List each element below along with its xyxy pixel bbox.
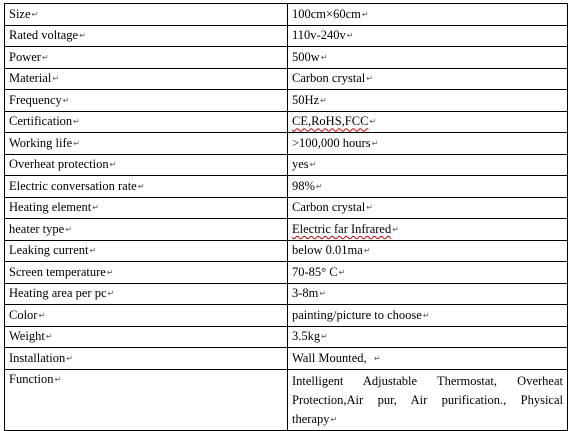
spec-label-cell: [5, 348, 288, 370]
paragraph-mark-icon: ↵: [346, 31, 354, 41]
paragraph-mark-icon: ↵: [320, 52, 328, 62]
table-row: [5, 133, 568, 155]
spec-label-cell: [5, 369, 288, 430]
spec-label-cell: [5, 219, 288, 241]
table-row: [5, 25, 568, 47]
paragraph-mark-icon: ↵: [361, 9, 369, 19]
paragraph-mark-icon: ↵: [73, 117, 80, 127]
paragraph-mark-icon: ↵: [92, 203, 99, 213]
spec-value: >100,000 hours: [292, 135, 371, 150]
spec-value: 98%: [292, 178, 315, 193]
spec-label: Certification: [9, 114, 73, 129]
table-row: [5, 283, 568, 305]
table-row: [5, 348, 568, 370]
paragraph-mark-icon: ↵: [366, 203, 373, 213]
spec-value-cell: [288, 305, 568, 327]
spec-value-cell: [288, 326, 568, 348]
paragraph-mark-icon: ↵: [137, 181, 145, 191]
spec-label-cell: [5, 262, 288, 284]
spec-label-cell: [5, 68, 288, 90]
spec-label-cell: [5, 25, 288, 47]
spec-label: Weight: [9, 329, 45, 344]
spec-value-cell: [288, 348, 568, 370]
table-row: [5, 369, 568, 430]
spec-label-cell: [5, 90, 288, 112]
spec-label: Rated voltage: [9, 28, 79, 43]
spec-label: Overheat protection: [9, 157, 109, 172]
spec-value: Intelligent Adjustable Thermostat, Overheat Protection,Air pur, Air purification., Physical therapy: [292, 373, 563, 426]
spec-label: heater type: [9, 221, 65, 236]
spec-label-cell: [5, 47, 288, 69]
spec-value: Wall Mounted,: [292, 350, 367, 365]
spec-label: Color: [9, 307, 38, 322]
paragraph-mark-icon: ↵: [309, 160, 317, 170]
spec-value: 3.5kg: [292, 329, 321, 344]
spec-value: Electric far Infrared: [292, 221, 392, 236]
spec-value: Carbon crystal: [292, 200, 366, 215]
paragraph-mark-icon: ↵: [73, 138, 80, 148]
spec-value-cell: [288, 90, 568, 112]
table-row: [5, 154, 568, 176]
spec-value: yes: [292, 157, 309, 172]
spec-label-cell: [5, 133, 288, 155]
spec-label-cell: [5, 197, 288, 219]
spec-value: 500w: [292, 49, 320, 64]
spec-value: CE,RoHS,FCC: [292, 114, 369, 129]
paragraph-mark-icon: ↵: [319, 289, 327, 299]
spec-value-cell: [288, 197, 568, 219]
spec-value-cell: [288, 25, 568, 47]
table-row: [5, 262, 568, 284]
spec-value: 70-85° C: [292, 264, 338, 279]
paragraph-mark-icon: ↵: [45, 332, 53, 342]
table-row: [5, 219, 568, 241]
paragraph-mark-icon: ↵: [366, 74, 373, 84]
table-row: [5, 176, 568, 198]
spec-label: Leaking current: [9, 243, 89, 258]
paragraph-mark-icon: ↵: [31, 9, 39, 19]
spec-value: painting/picture to choose: [292, 307, 422, 322]
paragraph-mark-icon: ↵: [66, 353, 73, 363]
spec-value-cell: [288, 240, 568, 262]
spec-label-cell: [5, 154, 288, 176]
table-row: [5, 90, 568, 112]
paragraph-mark-icon: ↵: [315, 181, 323, 191]
spec-value-cell: [288, 111, 568, 133]
spec-value: 50Hz: [292, 92, 320, 107]
spec-value-cell: [288, 176, 568, 198]
paragraph-mark-icon: ↵: [363, 246, 371, 256]
spec-table: [4, 3, 568, 431]
spec-label: Electric conversation rate: [9, 178, 137, 193]
spec-label-cell: [5, 111, 288, 133]
paragraph-mark-icon: ↵: [392, 224, 399, 234]
paragraph-mark-icon: ↵: [369, 117, 377, 127]
table-row: [5, 197, 568, 219]
table-row: [5, 68, 568, 90]
spec-label: Material: [9, 71, 52, 86]
spec-label: Frequency: [9, 92, 62, 107]
paragraph-mark-icon: ↵: [320, 95, 327, 105]
paragraph-mark-icon: ↵: [106, 267, 114, 277]
spec-label-cell: [5, 176, 288, 198]
spec-label-cell: [5, 326, 288, 348]
paragraph-mark-icon: ↵: [330, 414, 338, 424]
spec-label: Working life: [9, 135, 73, 150]
table-row: [5, 4, 568, 26]
paragraph-mark-icon: ↵: [52, 74, 60, 84]
table-row: [5, 47, 568, 69]
spec-value-cell: [288, 154, 568, 176]
paragraph-mark-icon: ↵: [107, 289, 115, 299]
spec-label-cell: [5, 4, 288, 26]
spec-value: 3-8m: [292, 286, 319, 301]
paragraph-mark-icon: ↵: [338, 267, 346, 277]
spec-value-cell: [288, 369, 568, 430]
spec-label-cell: [5, 305, 288, 327]
spec-label: Screen temperature: [9, 264, 106, 279]
spec-label: Function: [9, 371, 54, 386]
spec-value-cell: [288, 4, 568, 26]
spec-value-cell: [288, 133, 568, 155]
spec-value-cell: [288, 219, 568, 241]
paragraph-mark-icon: ↵: [38, 310, 46, 320]
spec-value-cell: [288, 262, 568, 284]
paragraph-mark-icon: ↵: [371, 138, 379, 148]
spec-value: Carbon crystal: [292, 71, 366, 86]
table-row: [5, 305, 568, 327]
spec-label-cell: [5, 283, 288, 305]
spec-label: Power: [9, 49, 41, 64]
paragraph-mark-icon: ↵: [422, 310, 430, 320]
spec-label: Installation: [9, 350, 66, 365]
spec-label: Heating area per pc: [9, 286, 107, 301]
paragraph-mark-icon: ↵: [373, 353, 381, 363]
paragraph-mark-icon: ↵: [62, 95, 70, 105]
spec-label: Heating element: [9, 200, 92, 215]
paragraph-mark-icon: ↵: [41, 52, 49, 62]
spec-value: below 0.01ma: [292, 243, 363, 258]
paragraph-mark-icon: ↵: [89, 246, 97, 256]
spec-label-cell: [5, 240, 288, 262]
paragraph-mark-icon: ↵: [54, 374, 62, 384]
table-row: [5, 111, 568, 133]
spec-value: 100cm×60cm: [292, 6, 361, 21]
table-row: [5, 326, 568, 348]
paragraph-mark-icon: ↵: [321, 332, 328, 342]
spec-value-cell: [288, 47, 568, 69]
table-row: [5, 240, 568, 262]
paragraph-mark-icon: ↵: [109, 160, 117, 170]
spec-value-cell: [288, 68, 568, 90]
spec-value-cell: [288, 283, 568, 305]
paragraph-mark-icon: ↵: [79, 31, 86, 41]
paragraph-mark-icon: ↵: [65, 224, 72, 234]
spec-value: 110v-240v: [292, 28, 346, 43]
spec-label: Size: [9, 6, 31, 21]
